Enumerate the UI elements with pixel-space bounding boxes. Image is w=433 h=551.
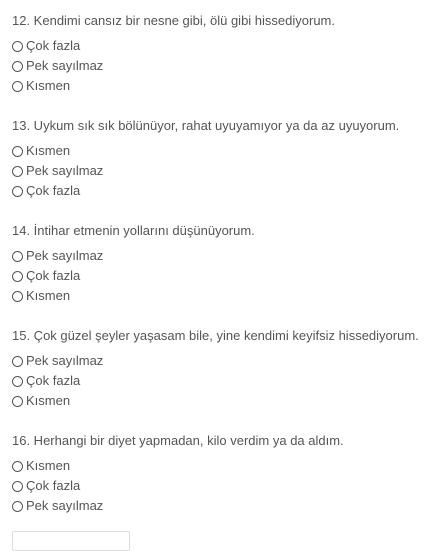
option-row[interactable] — [12, 373, 80, 389]
option-row[interactable] — [12, 498, 103, 514]
radio-button[interactable] — [12, 81, 23, 92]
option-label: Kısmen — [26, 458, 71, 473]
option-label: Kısmen — [26, 288, 71, 303]
radio-button[interactable] — [12, 271, 23, 282]
radio-button[interactable] — [12, 41, 23, 52]
option-label: Pek sayılmaz — [26, 163, 104, 178]
option-label: Pek sayılmaz — [26, 58, 104, 73]
radio-button[interactable] — [12, 396, 23, 407]
option-row[interactable] — [12, 393, 70, 409]
option-row[interactable] — [12, 58, 103, 74]
option-label: Çok fazla — [26, 183, 81, 198]
question-title: 14. İntihar etmenin yollarını düşünüyorum. — [12, 223, 255, 238]
option-label: Çok fazla — [26, 478, 81, 493]
option-label: Pek sayılmaz — [26, 498, 104, 513]
option-row[interactable] — [12, 163, 103, 179]
radio-button[interactable] — [12, 146, 23, 157]
radio-button[interactable] — [12, 291, 23, 302]
option-row[interactable] — [12, 268, 80, 284]
option-row[interactable] — [12, 38, 80, 54]
radio-button[interactable] — [12, 376, 23, 387]
radio-button[interactable] — [12, 186, 23, 197]
option-row[interactable] — [12, 353, 103, 369]
radio-button[interactable] — [12, 356, 23, 367]
next-section-box[interactable] — [12, 531, 130, 551]
option-label: Kısmen — [26, 393, 71, 408]
option-row[interactable] — [12, 183, 80, 199]
radio-button[interactable] — [12, 501, 23, 512]
option-label: Çok fazla — [26, 373, 81, 388]
radio-button[interactable] — [12, 481, 23, 492]
radio-button[interactable] — [12, 461, 23, 472]
radio-button[interactable] — [12, 61, 23, 72]
option-label: Pek sayılmaz — [26, 353, 104, 368]
radio-button[interactable] — [12, 251, 23, 262]
question-title: 12. Kendimi cansız bir nesne gibi, ölü gibi hissediyorum. — [12, 13, 336, 28]
option-row[interactable] — [12, 478, 80, 494]
option-row[interactable] — [12, 143, 70, 159]
option-label: Kısmen — [26, 78, 71, 93]
option-label: Kısmen — [26, 143, 71, 158]
option-row[interactable] — [12, 288, 70, 304]
option-row[interactable] — [12, 248, 103, 264]
option-row[interactable] — [12, 458, 70, 474]
option-row[interactable] — [12, 78, 70, 94]
option-label: Pek sayılmaz — [26, 248, 104, 263]
question-title: 16. Herhangi bir diyet yapmadan, kilo verdim ya da aldım. — [12, 433, 344, 448]
radio-button[interactable] — [12, 166, 23, 177]
option-label: Çok fazla — [26, 38, 81, 53]
option-label: Çok fazla — [26, 268, 81, 283]
question-title: 13. Uykum sık sık bölünüyor, rahat uyuyamıyor ya da az uyuyorum. — [12, 118, 400, 133]
question-title: 15. Çok güzel şeyler yaşasam bile, yine kendimi keyifsiz hissediyorum. — [12, 328, 419, 343]
